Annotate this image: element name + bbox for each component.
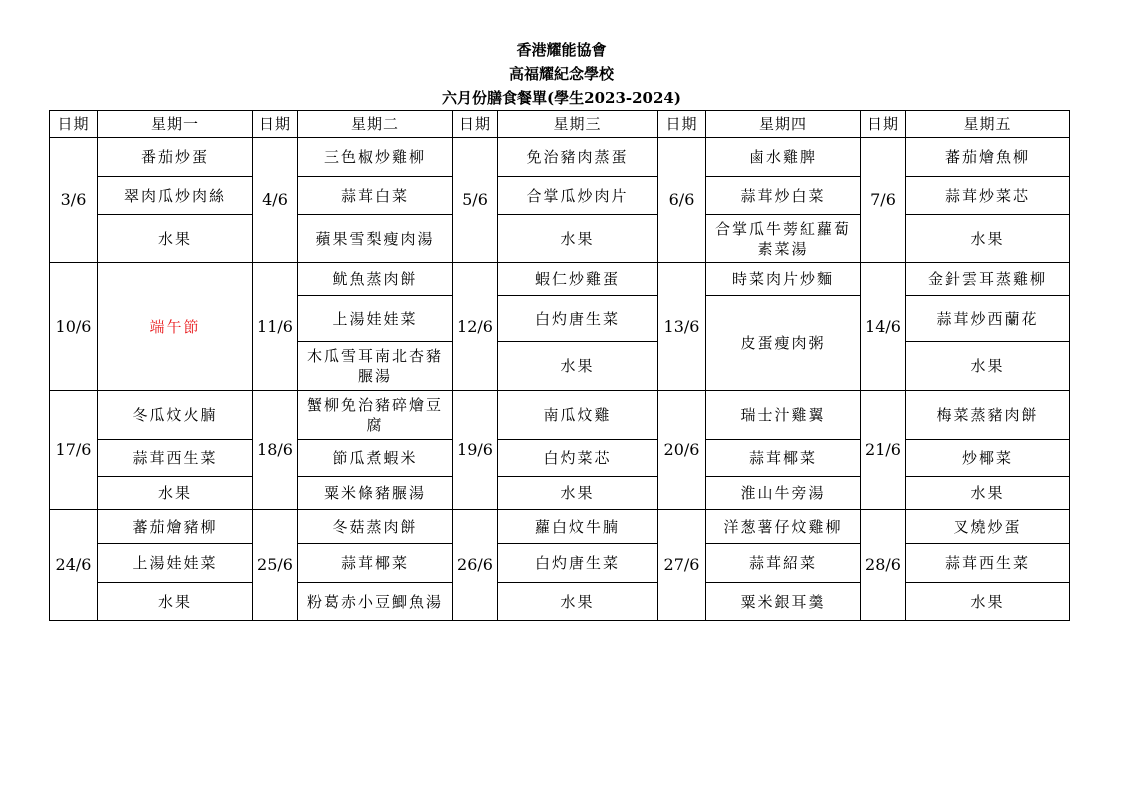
date-cell: 5/6 <box>453 138 498 263</box>
table-row <box>50 440 1070 477</box>
dish-cell: 蒜茸炒白菜 <box>706 177 861 215</box>
dish-cell: 梅菜蒸豬肉餅 <box>906 391 1070 440</box>
dish-cell: 鱿魚蒸肉餅 <box>298 263 453 296</box>
date-cell: 10/6 <box>50 263 98 391</box>
date-cell: 14/6 <box>861 263 906 391</box>
dish-cell: 蒜茸西生菜 <box>98 440 253 477</box>
table-row <box>50 215 1070 263</box>
dish-cell: 蕃茄燴豬柳 <box>98 510 253 544</box>
menu-title: 六月份膳食餐單(學生2023-2024) <box>442 89 681 107</box>
table-row <box>50 391 1070 440</box>
header-row <box>50 111 1070 138</box>
col-header-date: 日期 <box>253 111 298 138</box>
dish-cell: 水果 <box>906 215 1070 263</box>
dish-cell: 水果 <box>98 583 253 621</box>
table-row <box>50 177 1070 215</box>
dish-cell: 番茄炒蛋 <box>98 138 253 177</box>
table-row <box>50 510 1070 544</box>
dish-cell: 上湯娃娃菜 <box>98 544 253 583</box>
date-cell: 26/6 <box>453 510 498 621</box>
dish-cell: 蕃茄燴魚柳 <box>906 138 1070 177</box>
date-cell: 13/6 <box>658 263 706 391</box>
dish-cell: 蘿白炆牛腩 <box>498 510 658 544</box>
dish-cell: 水果 <box>498 342 658 391</box>
dish-cell: 炒椰菜 <box>906 440 1070 477</box>
col-header-date: 日期 <box>658 111 706 138</box>
dish-cell: 水果 <box>906 583 1070 621</box>
dish-cell: 蒜茸紹菜 <box>706 544 861 583</box>
dish-cell: 免治豬肉蒸蛋 <box>498 138 658 177</box>
dish-cell: 冬瓜炆火腩 <box>98 391 253 440</box>
date-cell: 24/6 <box>50 510 98 621</box>
dish-cell: 水果 <box>498 215 658 263</box>
dish-cell: 皮蛋瘦肉粥 <box>706 296 861 391</box>
dish-cell: 洋葱薯仔炆雞柳 <box>706 510 861 544</box>
dish-cell: 蒜茸椰菜 <box>706 440 861 477</box>
dish-cell: 瑞士汁雞翼 <box>706 391 861 440</box>
dish-cell: 蝦仁炒雞蛋 <box>498 263 658 296</box>
dish-cell: 蒜茸炒西蘭花 <box>906 296 1070 342</box>
dish-cell: 叉燒炒蛋 <box>906 510 1070 544</box>
dish-cell: 三色椒炒雞柳 <box>298 138 453 177</box>
date-cell: 25/6 <box>253 510 298 621</box>
date-cell: 28/6 <box>861 510 906 621</box>
date-cell: 11/6 <box>253 263 298 391</box>
date-cell: 3/6 <box>50 138 98 263</box>
dish-cell: 水果 <box>98 477 253 510</box>
table-row <box>50 544 1070 583</box>
date-cell: 20/6 <box>658 391 706 510</box>
dish-cell: 粟米銀耳羹 <box>706 583 861 621</box>
dish-cell: 水果 <box>98 215 253 263</box>
table-row <box>50 583 1070 621</box>
dish-cell: 金針雲耳蒸雞柳 <box>906 263 1070 296</box>
date-cell: 18/6 <box>253 391 298 510</box>
dish-cell: 蒜茸白菜 <box>298 177 453 215</box>
lunch-menu-table <box>49 110 1070 621</box>
dish-cell: 木瓜雪耳南北杏豬𦟌湯 <box>298 342 453 391</box>
col-header-date: 日期 <box>453 111 498 138</box>
dish-cell: 節瓜煮蝦米 <box>298 440 453 477</box>
col-header-monday: 星期一 <box>98 111 253 138</box>
date-cell: 21/6 <box>861 391 906 510</box>
dish-cell: 翠肉瓜炒肉絲 <box>98 177 253 215</box>
dish-cell: 上湯娃娃菜 <box>298 296 453 342</box>
dish-cell: 合掌瓜牛蒡紅蘿蔔素菜湯 <box>706 215 861 263</box>
table-row <box>50 477 1070 510</box>
dish-cell: 水果 <box>498 477 658 510</box>
dish-cell: 合掌瓜炒肉片 <box>498 177 658 215</box>
dish-cell: 南瓜炆雞 <box>498 391 658 440</box>
table-row <box>50 138 1070 177</box>
dish-cell: 淮山牛旁湯 <box>706 477 861 510</box>
dish-cell: 蒜茸西生菜 <box>906 544 1070 583</box>
date-cell: 12/6 <box>453 263 498 391</box>
dish-cell: 粟米條豬𦟌湯 <box>298 477 453 510</box>
dish-cell: 白灼唐生菜 <box>498 544 658 583</box>
holiday-cell: 端午節 <box>98 263 253 391</box>
col-header-date: 日期 <box>50 111 98 138</box>
col-header-friday: 星期五 <box>906 111 1070 138</box>
date-cell: 27/6 <box>658 510 706 621</box>
dish-cell: 水果 <box>906 342 1070 391</box>
dish-cell: 白灼菜芯 <box>498 440 658 477</box>
date-cell: 4/6 <box>253 138 298 263</box>
dish-cell: 冬菇蒸肉餅 <box>298 510 453 544</box>
dish-cell: 蟹柳免治豬碎燴豆腐 <box>298 391 453 440</box>
date-cell: 19/6 <box>453 391 498 510</box>
menu-header <box>0 38 1123 110</box>
school-name: 高福耀紀念學校 <box>508 65 614 83</box>
dish-cell: 時菜肉片炒麵 <box>706 263 861 296</box>
col-header-wednesday: 星期三 <box>498 111 658 138</box>
dish-cell: 鹵水雞脾 <box>706 138 861 177</box>
date-cell: 17/6 <box>50 391 98 510</box>
date-cell: 7/6 <box>861 138 906 263</box>
dish-cell: 粉葛赤小豆鯽魚湯 <box>298 583 453 621</box>
dish-cell: 蘋果雪梨瘦肉湯 <box>298 215 453 263</box>
dish-cell: 白灼唐生菜 <box>498 296 658 342</box>
dish-cell: 水果 <box>498 583 658 621</box>
col-header-date: 日期 <box>861 111 906 138</box>
col-header-thursday: 星期四 <box>706 111 861 138</box>
organization-name: 香港耀能協會 <box>516 41 607 59</box>
date-cell: 6/6 <box>658 138 706 263</box>
table-row <box>50 263 1070 296</box>
dish-cell: 蒜茸椰菜 <box>298 544 453 583</box>
dish-cell: 水果 <box>906 477 1070 510</box>
dish-cell: 蒜茸炒菜芯 <box>906 177 1070 215</box>
col-header-tuesday: 星期二 <box>298 111 453 138</box>
